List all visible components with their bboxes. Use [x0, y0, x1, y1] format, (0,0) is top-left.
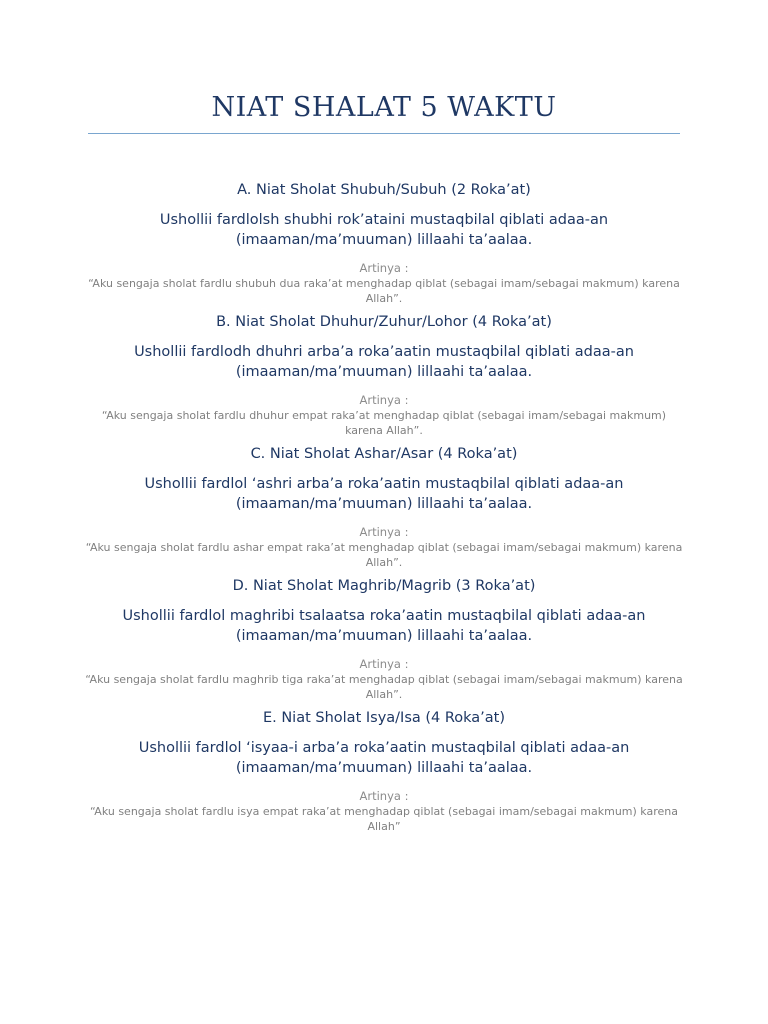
niat-end: .: [527, 232, 533, 248]
section-dhuhur: [84, 310, 684, 438]
niat-text: [84, 342, 684, 382]
artinya-text: “Aku sengaja sholat fardlu ashar empat raka’at menghadap qiblat (sebagai imam/sebagai makmum) karena Allah”.: [85, 541, 683, 569]
section-heading: A. Niat Sholat Shubuh/Subuh (2 Roka’at): [237, 182, 531, 198]
section-subuh: [84, 178, 684, 306]
section-heading: B. Niat Sholat Dhuhur/Zuhur/Lohor (4 Roka’at): [216, 314, 552, 330]
artinya-text: “Aku sengaja sholat fardlu shubuh dua raka’at menghadap qiblat (sebagai imam/sebagai makmum) karena Allah”.: [88, 277, 680, 305]
artinya-label: Artinya :: [359, 525, 409, 539]
niat-body: Ushollii fardlol ‘isyaa-i arba’a roka’aatin mustaqbilal qiblati adaa-an (imaaman/ma’muuman) lillaahi ta’aalaa.: [138, 740, 630, 776]
niat-text: [84, 474, 684, 514]
niat-text: [84, 210, 684, 250]
niat-body: Ushollii fardlodh dhuhri arba’a roka’aatin mustaqbilal qiblati adaa-an (imaaman/ma’muuman) lillaahi ta’aalaa.: [134, 344, 634, 380]
artinya-label: Artinya :: [359, 789, 409, 803]
artinya-label: Artinya :: [359, 657, 409, 671]
niat-text: [84, 606, 684, 646]
niat-body: Ushollii fardlol ‘ashri arba’a roka’aatin mustaqbilal qiblati adaa-an (imaaman/ma’muuman) lillaahi ta’aalaa.: [144, 476, 624, 512]
artinya-text: “Aku sengaja sholat fardlu dhuhur empat raka’at menghadap qiblat (sebagai imam/sebagai makmum) karena Allah”.: [101, 409, 667, 437]
section-maghrib: [84, 574, 684, 702]
artinya-label: Artinya :: [359, 393, 409, 407]
section-ashar: [84, 442, 684, 570]
section-heading: E. Niat Sholat Isya/Isa (4 Roka’at): [262, 710, 506, 726]
section-isya: [84, 706, 684, 834]
niat-body: Ushollii fardlolsh shubhi rok’ataini mustaqbilal qiblati adaa-an (imaaman/ma’muuman) lillaahi ta’aalaa: [159, 212, 609, 248]
document-body: [84, 178, 684, 838]
niat-body: Ushollii fardlol maghribi tsalaatsa roka’aatin mustaqbilal qiblati adaa-an (imaaman/ma’muuman) lillaahi ta’aalaa.: [122, 608, 646, 644]
title-divider: [88, 133, 680, 134]
artinya-text: “Aku sengaja sholat fardlu isya empat raka’at menghadap qiblat (sebagai imam/sebagai makmum) karena Allah”: [90, 805, 678, 833]
section-heading: C. Niat Sholat Ashar/Asar (4 Roka’at): [250, 446, 518, 462]
section-heading: D. Niat Sholat Maghrib/Magrib (3 Roka’at): [232, 578, 536, 594]
artinya-label: Artinya :: [359, 261, 409, 275]
page-title: NIAT SHALAT 5 WAKTU: [211, 92, 557, 123]
niat-text: [84, 738, 684, 778]
artinya-text: “Aku sengaja sholat fardlu maghrib tiga raka’at menghadap qiblat (sebagai imam/sebagai makmum) karena Allah”.: [85, 673, 683, 701]
